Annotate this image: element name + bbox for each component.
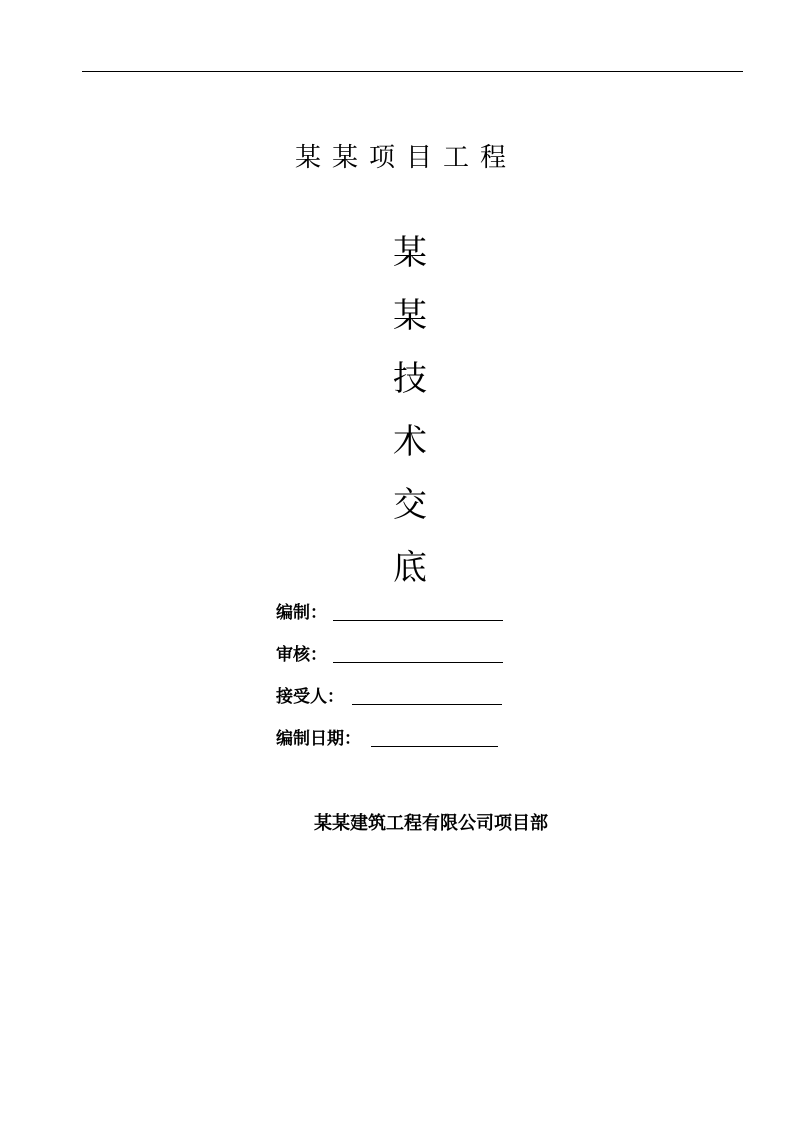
document-title: [380, 222, 440, 600]
document-title-char: 底: [393, 548, 427, 588]
signature-blank-recipient: [352, 704, 502, 705]
signature-label-reviewer: 审核：: [276, 645, 327, 665]
signature-label-compiler: 编制：: [276, 603, 327, 623]
signature-blank-compiler: [333, 620, 503, 621]
signature-blank-date: [371, 746, 498, 747]
signature-label-recipient: 接受人：: [276, 687, 344, 707]
signature-field-compiler: [276, 602, 503, 624]
header-rule: [82, 71, 743, 72]
signature-blank-reviewer: [333, 662, 503, 663]
signature-field-date: [276, 728, 498, 750]
document-title-char: 某: [393, 233, 427, 273]
signature-field-reviewer: [276, 644, 503, 666]
document-title-char: 技: [393, 359, 427, 399]
signature-label-date: 编制日期：: [276, 729, 361, 749]
company-name: 某某建筑工程有限公司项目部: [314, 813, 548, 834]
document-title-char: 某: [393, 296, 427, 336]
document-title-char: 术: [393, 422, 427, 462]
project-title: 某某项目工程: [294, 143, 517, 173]
signature-field-recipient: [276, 686, 502, 708]
document-title-char: 交: [393, 485, 427, 525]
